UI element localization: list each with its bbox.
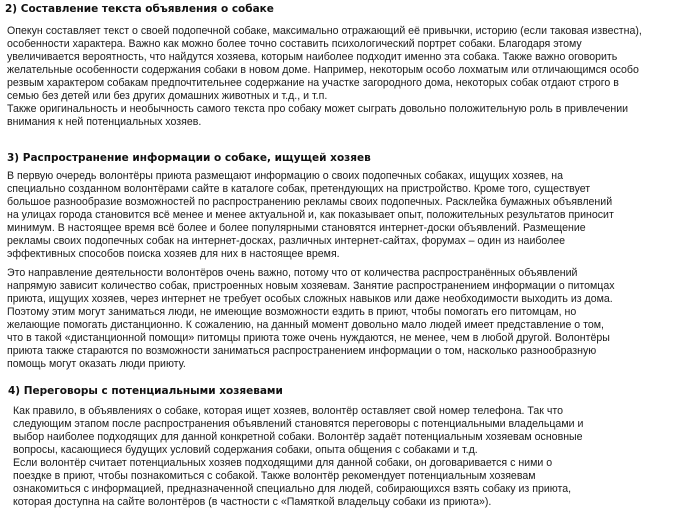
paragraph (7, 170, 671, 261)
text-line: что в такой «дистанционной помощи» питомцы приюта тоже очень нуждаются, не менее, чем в любой другой. Волонтёры (7, 332, 610, 344)
text-line: семью без детей или без других домашних животных и т.д., и т.п. (7, 90, 328, 102)
paragraph (13, 405, 671, 509)
text-line: особенности характера. Важно как можно более точно составить психологический портрет собаки. Благодаря этому (7, 38, 582, 50)
text-line: напрямую зависит количество собак, пристроенных новым хозяевам. Занятие распространением информации о питомцах (7, 280, 615, 292)
text-line: приюта, ищущих хозяев, через интернет не требует особых сложных навыков или даже необходимости выходить из дома. (7, 293, 613, 305)
text-line: резвым характером собакам предпочтительнее содержание на участке загородного дома, некоторых собак отдают строго в (7, 77, 619, 89)
section-body (7, 25, 671, 129)
text-line: Опекун составляет текст о своей подопечной собаке, максимально отражающий её привычки, историю (если таковая известна), (7, 25, 642, 37)
text-line: желающие помогать дистанционно. К сожалению, на данный момент довольно мало людей имеет представление о том, (7, 319, 604, 331)
text-line: на улицах города становится всё менее и менее актуальной и, как показывает опыт, положительных результатов приносит (7, 209, 614, 221)
section-heading: 3) Распространение информации о собаке, ищущей хозяев (7, 152, 371, 164)
text-line: помощь могут оказать люди приюту. (7, 358, 186, 370)
text-line: желательные особенности содержания собаки в новом доме. Например, некоторым особо лохматым или отличающимся особо (7, 64, 639, 76)
text-line: вопросы, касающиеся будущих условий содержания собаки, опыта общения с собаками и т.д. (13, 444, 478, 456)
text-line: Поэтому этим могут заниматься люди, не имеющие возможности ездить в приют, чтобы помогать его питомцам, но (7, 306, 577, 318)
text-line: Также оригинальность и необычность самого текста про собаку может сыграть довольно положительную роль в привлечении (7, 103, 629, 115)
text-line: Как правило, в объявлениях о собаке, которая ищет хозяев, волонтёр оставляет свой номер телефона. Так что (13, 405, 563, 417)
text-line: ознакомиться с информацией, предназначенной специально для людей, собирающихся взять собаку из приюта, (13, 483, 572, 495)
section-body (7, 170, 671, 371)
section-body (13, 405, 671, 509)
text-line: Это направление деятельности волонтёров очень важно, потому что от количества распространённых объявлений (7, 267, 578, 279)
section-heading: 2) Составление текста объявления о собаке (5, 3, 274, 15)
text-line: внимания к ней потенциальных хозяев. (7, 116, 202, 128)
text-line: В первую очередь волонтёры приюта размещают информацию о своих подопечных собаках, ищущих хозяев, на (7, 170, 563, 182)
section-negotiations (0, 385, 676, 508)
text-line: специально созданном волонтёрами сайте в каталоге собак, претендующих на пристройство. Кроме того, существует (7, 183, 591, 195)
section-compose-ad (0, 3, 676, 128)
text-line: минимум. В настоящее время всё более и более популярными становятся интернет-доски объявлений. Размещение (7, 222, 586, 234)
text-line: большое разнообразие возможностей по распространению рекламы своих подопечных. Расклейка бумажных объявлений (7, 196, 613, 208)
text-line: увеличивается вероятность, что найдутся хозяева, которым наиболее подходит именно эта собака. Также важно оговорить (7, 51, 618, 63)
text-line: Если волонтёр считает потенциальных хозяев подходящими для данной собаки, он договаривается с ними о (13, 457, 553, 469)
text-line: следующим этапом после распространения объявлений становятся переговоры с потенциальными владельцами и (13, 418, 584, 430)
section-heading: 4) Переговоры с потенциальными хозяевами (8, 385, 283, 397)
text-line: приюта также стараются по возможности заниматься распространением информации о том, насколько разнообразную (7, 345, 597, 357)
text-line: эффективных способов поиска хозяев для них в настоящее время. (7, 248, 340, 260)
text-line: рекламы своих подопечных собак на интернет-досках, различных интернет-сайтах, форумах – один из наиболее (7, 235, 566, 247)
section-spread-info (0, 152, 676, 370)
text-line: поездке в приют, чтобы познакомиться с собакой. Также волонтёр рекомендует потенциальным хозяевам (13, 470, 536, 482)
paragraph (7, 25, 671, 129)
text-line: которая доступна на сайте волонтёров (в частности с «Памяткой владельцу собаки из приюта»). (13, 496, 492, 508)
paragraph (7, 267, 671, 371)
text-line: выбор наиболее подходящих для данной конкретной собаки. Волонтёр задаёт потенциальным хозяевам основные (13, 431, 583, 443)
